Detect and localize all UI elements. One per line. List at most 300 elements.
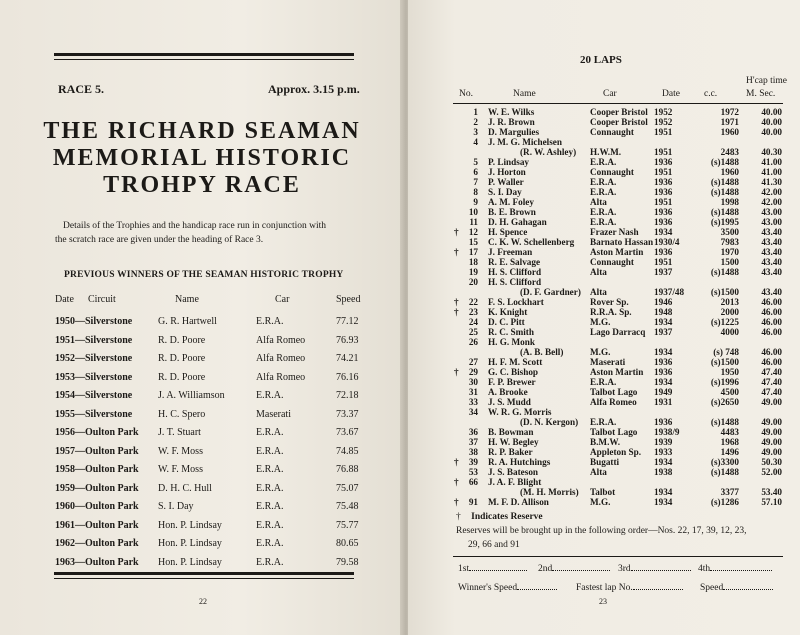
winner-speed: 74.85 xyxy=(336,445,359,457)
entry-name: J. M. G. Michelsen xyxy=(488,137,562,147)
entry-name: K. Knight xyxy=(488,307,528,317)
result-4th-line[interactable] xyxy=(710,570,772,571)
entry-name: H. S. Clifford xyxy=(488,277,542,287)
entry-name: (D. F. Gardner) xyxy=(520,287,581,297)
entry-date: 1936 xyxy=(654,357,673,367)
entry-no: 20 xyxy=(468,277,478,287)
page-number-left: 22 xyxy=(199,597,207,606)
result-2nd-label: 2nd xyxy=(538,564,553,574)
entry-hcap-time: 49.00 xyxy=(761,417,782,427)
winners-speed-line[interactable] xyxy=(517,589,557,590)
col-hcap-bottom: M. Sec. xyxy=(746,89,776,99)
entry-no: 8 xyxy=(473,187,478,197)
entry-name: B. Bowman xyxy=(488,427,534,437)
entry-no: 26 xyxy=(468,337,478,347)
entry-hcap-time: 42.00 xyxy=(761,197,782,207)
intro-line-2: the scratch race are given under the heading of Race 3. xyxy=(55,235,264,245)
entry-car: Connaught xyxy=(590,127,634,137)
entry-name: J. A. F. Blight xyxy=(488,477,542,487)
entry-cc: 1950 xyxy=(720,367,739,377)
winner-name: J. A. Williamson xyxy=(158,390,225,401)
entry-date: 1936 xyxy=(654,177,673,187)
fastest-lap-label: Fastest lap No. xyxy=(576,583,633,593)
col-date: Date xyxy=(662,89,680,99)
entry-date: 1936 xyxy=(654,417,673,427)
entry-date: 1946 xyxy=(654,297,673,307)
winner-row xyxy=(0,335,404,351)
intro-line-1: Details of the Trophies and the handicap race run in conjunction with xyxy=(63,221,327,231)
winner-car: E.R.A. xyxy=(256,427,284,438)
title-line-1: THE RICHARD SEAMAN xyxy=(43,118,361,144)
result-3rd xyxy=(618,564,691,574)
entry-no: 38 xyxy=(468,447,478,457)
entry-cc: 4483 xyxy=(720,427,739,437)
winner-row xyxy=(0,557,404,573)
entry-hcap-time: 41.00 xyxy=(761,167,782,177)
winner-car: E.R.A. xyxy=(256,464,284,475)
header-rule xyxy=(453,103,783,104)
entry-date: 1937/48 xyxy=(654,287,685,297)
entry-hcap-time: 47.40 xyxy=(761,377,782,387)
winner-speed: 76.93 xyxy=(336,334,359,346)
winner-name: Hon. P. Lindsay xyxy=(158,538,222,549)
entry-cc: (s)1286 xyxy=(710,497,739,507)
entry-reserve-mark: † xyxy=(454,497,459,507)
entry-date: 1934 xyxy=(654,227,673,237)
entry-cc: (s)1996 xyxy=(710,377,739,387)
entry-cc: 4000 xyxy=(720,327,739,337)
winner-row xyxy=(0,390,404,406)
entry-no: 17 xyxy=(468,247,478,257)
col-car: Car xyxy=(603,89,617,99)
speed-line[interactable] xyxy=(723,589,773,590)
entry-no: 36 xyxy=(468,427,478,437)
entry-hcap-time: 40.00 xyxy=(761,117,782,127)
entry-hcap-time: 49.00 xyxy=(761,397,782,407)
result-3rd-line[interactable] xyxy=(631,570,691,571)
entry-name: C. K. W. Schellenberg xyxy=(488,237,575,247)
entry-cc: (s)1488 xyxy=(710,187,739,197)
entry-name: H. F. M. Scott xyxy=(488,357,543,367)
entry-hcap-time: 47.40 xyxy=(761,387,782,397)
entry-name: A. Brooke xyxy=(488,387,528,397)
footnote xyxy=(456,512,543,522)
winner-row xyxy=(0,316,404,332)
entry-date: 1934 xyxy=(654,497,673,507)
winner-car: E.R.A. xyxy=(256,501,284,512)
entry-car: E.R.A. xyxy=(590,177,617,187)
winner-row xyxy=(0,372,404,388)
reserves-line-1: Reserves will be brought up in the following order—Nos. 22, 17, 39, 12, 23, xyxy=(456,526,747,536)
bottom-rule-thin xyxy=(54,578,354,579)
entry-name: W. R. G. Morris xyxy=(488,407,552,417)
entry-cc: 1960 xyxy=(720,127,739,137)
entry-hcap-time: 43.40 xyxy=(761,247,782,257)
entry-date: 1951 xyxy=(654,127,673,137)
entry-name: S. I. Day xyxy=(488,187,522,197)
entry-date: 1931 xyxy=(654,397,673,407)
bottom-rule xyxy=(54,572,354,575)
winner-date-circuit: 1960—Oulton Park xyxy=(55,501,139,512)
col-speed: Speed xyxy=(336,294,361,305)
entry-name: R. A. Hutchings xyxy=(488,457,551,467)
entry-car: Alta xyxy=(590,467,607,477)
entry-row xyxy=(408,497,800,508)
entry-cc: 2000 xyxy=(720,307,739,317)
entry-name: J. S. Mudd xyxy=(488,397,531,407)
entry-cc: 1500 xyxy=(720,257,739,267)
winners-speed xyxy=(458,583,557,593)
page-number-right: 23 xyxy=(599,597,607,606)
winner-car: E.R.A. xyxy=(256,445,284,457)
entry-car: E.R.A. xyxy=(590,207,617,217)
winner-row xyxy=(0,353,404,369)
entry-cc: 1968 xyxy=(720,437,739,447)
winner-row xyxy=(0,409,404,425)
entry-hcap-time: 41.00 xyxy=(761,157,782,167)
winner-name: W. F. Moss xyxy=(158,464,203,475)
entry-date: 1934 xyxy=(654,377,673,387)
entry-date: 1951 xyxy=(654,167,673,177)
title-line-2: MEMORIAL HISTORIC xyxy=(52,145,352,171)
col-no: No. xyxy=(459,89,473,99)
winner-name: W. F. Moss xyxy=(158,445,203,457)
entry-cc: (s)1500 xyxy=(710,287,739,297)
entry-car: Alta xyxy=(590,267,607,277)
winner-speed: 72.18 xyxy=(336,390,359,401)
winner-car: E.R.A. xyxy=(256,316,284,327)
entry-no: 4 xyxy=(473,137,478,147)
entry-name: F. S. Lockhart xyxy=(488,297,544,307)
entry-no: 18 xyxy=(468,257,478,267)
entry-car: Talbot xyxy=(590,487,616,497)
entry-car: E.R.A. xyxy=(590,157,617,167)
entry-no: 15 xyxy=(468,237,478,247)
entry-cc: (s) 748 xyxy=(713,347,739,357)
winner-row xyxy=(0,427,404,443)
entry-car: E.R.A. xyxy=(590,377,617,387)
entry-name: (A. B. Bell) xyxy=(520,347,564,357)
winner-speed: 75.07 xyxy=(336,482,359,494)
winner-date-circuit: 1951—Silverstone xyxy=(55,334,133,346)
entry-hcap-time: 49.00 xyxy=(761,437,782,447)
entry-cc: (s)1488 xyxy=(710,177,739,187)
winner-date-circuit: 1956—Oulton Park xyxy=(55,427,139,438)
entry-date: 1930/4 xyxy=(654,237,680,247)
winner-row xyxy=(0,520,404,536)
entry-car: E.R.A. xyxy=(590,187,617,197)
entry-hcap-time: 46.00 xyxy=(761,297,782,307)
entry-car: Aston Martin xyxy=(590,367,644,377)
entry-car: R.R.A. Sp. xyxy=(590,307,632,317)
entry-date: 1938 xyxy=(654,467,673,477)
entry-date: 1952 xyxy=(654,107,673,117)
entry-hcap-time: 47.40 xyxy=(761,367,782,377)
col-date: Date xyxy=(55,294,74,305)
entry-reserve-mark: † xyxy=(454,247,459,257)
entry-car: Maserati xyxy=(590,357,626,367)
result-4th-label: 4th xyxy=(698,564,711,574)
entry-car: B.M.W. xyxy=(590,437,621,447)
col-circuit: Circuit xyxy=(88,294,116,305)
result-4th xyxy=(698,564,772,574)
winners-header xyxy=(0,294,404,310)
result-1st-label: 1st xyxy=(458,564,470,574)
entry-hcap-time: 46.00 xyxy=(761,357,782,367)
entry-cc: 4500 xyxy=(720,387,739,397)
entry-no: 10 xyxy=(468,207,478,217)
entry-name: R. C. Smith xyxy=(488,327,534,337)
entry-date: 1951 xyxy=(654,257,673,267)
winner-car: Maserati xyxy=(256,408,291,420)
winner-car: Alfa Romeo xyxy=(256,371,306,383)
entry-car: E.R.A. xyxy=(590,417,617,427)
entry-name: H. G. Monk xyxy=(488,337,535,347)
top-rule xyxy=(54,53,354,56)
entry-car: Aston Martin xyxy=(590,247,644,257)
title-line-3: TROHPY RACE xyxy=(103,172,301,198)
winner-speed: 80.65 xyxy=(336,538,359,549)
entry-name: R. P. Baker xyxy=(488,447,533,457)
entry-name: (D. N. Kergon) xyxy=(520,417,579,427)
speed-label: Speed xyxy=(700,583,724,593)
winner-row xyxy=(0,501,404,517)
entry-no: 19 xyxy=(468,267,478,277)
entry-car: Bugatti xyxy=(590,457,620,467)
entry-car: Barnato Hassan xyxy=(590,237,654,247)
winner-speed: 79.58 xyxy=(336,556,359,568)
dagger-mark: † xyxy=(456,512,461,522)
entry-hcap-time: 52.00 xyxy=(761,467,782,477)
winner-date-circuit: 1954—Silverstone xyxy=(55,390,133,401)
entry-car: Cooper Bristol xyxy=(590,117,648,127)
entry-no: 24 xyxy=(468,317,478,327)
entry-hcap-time: 46.00 xyxy=(761,327,782,337)
entry-date: 1951 xyxy=(654,147,673,157)
entry-reserve-mark: † xyxy=(454,227,459,237)
entry-no: 66 xyxy=(468,477,478,487)
result-2nd xyxy=(538,564,610,574)
winner-name: Hon. P. Lindsay xyxy=(158,556,222,568)
entry-no: 29 xyxy=(468,367,478,377)
entry-name: P. Lindsay xyxy=(488,157,530,167)
winner-car: Alfa Romeo xyxy=(256,353,306,364)
entry-name: W. E. Wilks xyxy=(488,107,535,117)
speed xyxy=(700,583,773,593)
entry-date: 1951 xyxy=(654,197,673,207)
entry-cc: 1970 xyxy=(720,247,739,257)
entry-no: 3 xyxy=(473,127,478,137)
entry-no: 1 xyxy=(473,107,478,117)
winner-speed: 76.16 xyxy=(336,371,359,383)
entry-no: 53 xyxy=(468,467,478,477)
entry-cc: 3377 xyxy=(720,487,739,497)
entry-name: G. C. Bishop xyxy=(488,367,539,377)
entry-car: M.G. xyxy=(590,347,611,357)
winner-speed: 73.67 xyxy=(336,427,359,438)
entry-hcap-time: 42.00 xyxy=(761,187,782,197)
entry-cc: (s)1488 xyxy=(710,417,739,427)
entry-hcap-time: 40.30 xyxy=(761,147,782,157)
entry-reserve-mark: † xyxy=(454,307,459,317)
top-rule-thin xyxy=(54,59,354,60)
entry-cc: (s)2650 xyxy=(710,397,739,407)
entry-car: Alfa Romeo xyxy=(590,397,637,407)
winner-car: Alfa Romeo xyxy=(256,334,306,346)
entry-no: 6 xyxy=(473,167,478,177)
winner-name: R. D. Poore xyxy=(158,353,206,364)
result-2nd-line[interactable] xyxy=(552,570,610,571)
winner-date-circuit: 1955—Silverstone xyxy=(55,408,133,420)
winner-car: E.R.A. xyxy=(256,519,284,531)
entry-cc: 3500 xyxy=(720,227,739,237)
entry-hcap-time: 40.00 xyxy=(761,127,782,137)
col-cc: c.c. xyxy=(704,89,718,99)
result-3rd-label: 3rd xyxy=(618,564,631,574)
race-time: Approx. 3.15 p.m. xyxy=(268,82,360,96)
winner-date-circuit: 1957—Oulton Park xyxy=(55,445,139,457)
winner-name: G. R. Hartwell xyxy=(158,316,217,327)
entry-name: A. M. Foley xyxy=(488,197,534,207)
entry-car: M.G. xyxy=(590,497,611,507)
entry-car: Appleton Sp. xyxy=(590,447,642,457)
entry-cc: 7983 xyxy=(720,237,739,247)
entry-car: Connaught xyxy=(590,257,634,267)
entry-no: 37 xyxy=(468,437,478,447)
entry-hcap-time: 43.40 xyxy=(761,267,782,277)
entry-hcap-time: 43.00 xyxy=(761,217,782,227)
entry-date: 1934 xyxy=(654,487,673,497)
entry-name: H. Spence xyxy=(488,227,528,237)
winner-car: E.R.A. xyxy=(256,556,284,568)
race-label: RACE 5. xyxy=(58,82,105,96)
entry-hcap-time: 49.00 xyxy=(761,427,782,437)
entry-car: M.G. xyxy=(590,317,611,327)
winner-row xyxy=(0,538,404,554)
entry-car: H.W.M. xyxy=(590,147,622,157)
winner-row xyxy=(0,446,404,462)
entry-hcap-time: 46.00 xyxy=(761,307,782,317)
entry-date: 1936 xyxy=(654,247,673,257)
entry-cc: (s)1488 xyxy=(710,207,739,217)
entry-date: 1936 xyxy=(654,217,673,227)
entry-car: Rover Sp. xyxy=(590,297,629,307)
entry-cc: (s)3300 xyxy=(710,457,739,467)
entry-cc: (s)1225 xyxy=(710,317,739,327)
entry-name: R. E. Salvage xyxy=(488,257,541,267)
winner-speed: 76.88 xyxy=(336,464,359,475)
entry-date: 1948 xyxy=(654,307,673,317)
footnote-text: Indicates Reserve xyxy=(471,512,543,522)
winner-row xyxy=(0,483,404,499)
entry-hcap-time: 57.10 xyxy=(761,497,782,507)
winner-speed: 77.12 xyxy=(336,316,359,327)
entry-no: 25 xyxy=(468,327,478,337)
entry-date: 1952 xyxy=(654,117,673,127)
winner-speed: 74.21 xyxy=(336,353,359,364)
entry-date: 1938/9 xyxy=(654,427,680,437)
winner-date-circuit: 1953—Silverstone xyxy=(55,371,133,383)
entry-date: 1939 xyxy=(654,437,673,447)
entry-hcap-time: 50.30 xyxy=(761,457,782,467)
entry-reserve-mark: † xyxy=(454,367,459,377)
entry-date: 1936 xyxy=(654,157,673,167)
entry-cc: 2013 xyxy=(720,297,739,307)
entry-no: 34 xyxy=(468,407,478,417)
entry-name: J. R. Brown xyxy=(488,117,535,127)
fastest-lap xyxy=(576,583,683,593)
col-car: Car xyxy=(275,294,290,305)
entry-cc: 1960 xyxy=(720,167,739,177)
entry-hcap-time: 43.40 xyxy=(761,227,782,237)
entry-date: 1934 xyxy=(654,457,673,467)
winner-row xyxy=(0,464,404,480)
laps-heading: 20 LAPS xyxy=(580,54,622,66)
winner-speed: 73.37 xyxy=(336,408,359,420)
entry-name: J. Freeman xyxy=(488,247,533,257)
entry-cc: (s)1995 xyxy=(710,217,739,227)
entry-cc: (s)1500 xyxy=(710,357,739,367)
entry-reserve-mark: † xyxy=(454,457,459,467)
winner-date-circuit: 1962—Oulton Park xyxy=(55,538,139,549)
winner-speed: 75.48 xyxy=(336,501,359,512)
entry-car: Talbot Lago xyxy=(590,387,638,397)
entry-date: 1936 xyxy=(654,187,673,197)
entry-no: 39 xyxy=(468,457,478,467)
entry-no: 2 xyxy=(473,117,478,127)
entry-date: 1949 xyxy=(654,387,673,397)
entry-no: 7 xyxy=(473,177,478,187)
entry-date: 1934 xyxy=(654,317,673,327)
entry-car: Frazer Nash xyxy=(590,227,639,237)
entry-no: 9 xyxy=(473,197,478,207)
winner-car: E.R.A. xyxy=(256,482,284,494)
entry-cc: 1496 xyxy=(720,447,739,457)
entry-date: 1937 xyxy=(654,327,673,337)
winner-name: J. T. Stuart xyxy=(158,427,201,438)
col-name: Name xyxy=(175,294,199,305)
winner-name: S. I. Day xyxy=(158,501,194,512)
winner-date-circuit: 1959—Oulton Park xyxy=(55,482,139,494)
entry-name: J. S. Bateson xyxy=(488,467,539,477)
entry-car: E.R.A. xyxy=(590,217,617,227)
entry-date: 1936 xyxy=(654,367,673,377)
entry-name: P. Waller xyxy=(488,177,524,187)
entry-no: 22 xyxy=(468,297,478,307)
entry-name: H. W. Begley xyxy=(488,437,539,447)
entry-name: M. F. D. Allison xyxy=(488,497,549,507)
winner-speed: 75.77 xyxy=(336,519,359,531)
col-hcap-top: H'cap time xyxy=(746,76,788,86)
winner-car: E.R.A. xyxy=(256,538,284,549)
entry-name: (M. H. Morris) xyxy=(520,487,579,497)
winners-heading: PREVIOUS WINNERS OF THE SEAMAN HISTORIC TROPHY xyxy=(64,270,344,280)
fastest-lap-line[interactable] xyxy=(633,589,683,590)
winner-date-circuit: 1950—Silverstone xyxy=(55,316,133,327)
right-page xyxy=(408,0,800,635)
winner-date-circuit: 1961—Oulton Park xyxy=(55,519,139,531)
entry-cc: (s)1488 xyxy=(710,267,739,277)
winner-date-circuit: 1963—Oulton Park xyxy=(55,556,139,568)
entry-car: Cooper Bristol xyxy=(590,107,648,117)
result-1st-line[interactable] xyxy=(469,570,527,571)
entry-cc: 1972 xyxy=(720,107,739,117)
winner-name: H. C. Spero xyxy=(158,408,206,420)
entry-no: 27 xyxy=(468,357,478,367)
entry-no: 11 xyxy=(469,217,478,227)
entry-name: D. C. Pitt xyxy=(488,317,525,327)
entry-car: Alta xyxy=(590,287,607,297)
